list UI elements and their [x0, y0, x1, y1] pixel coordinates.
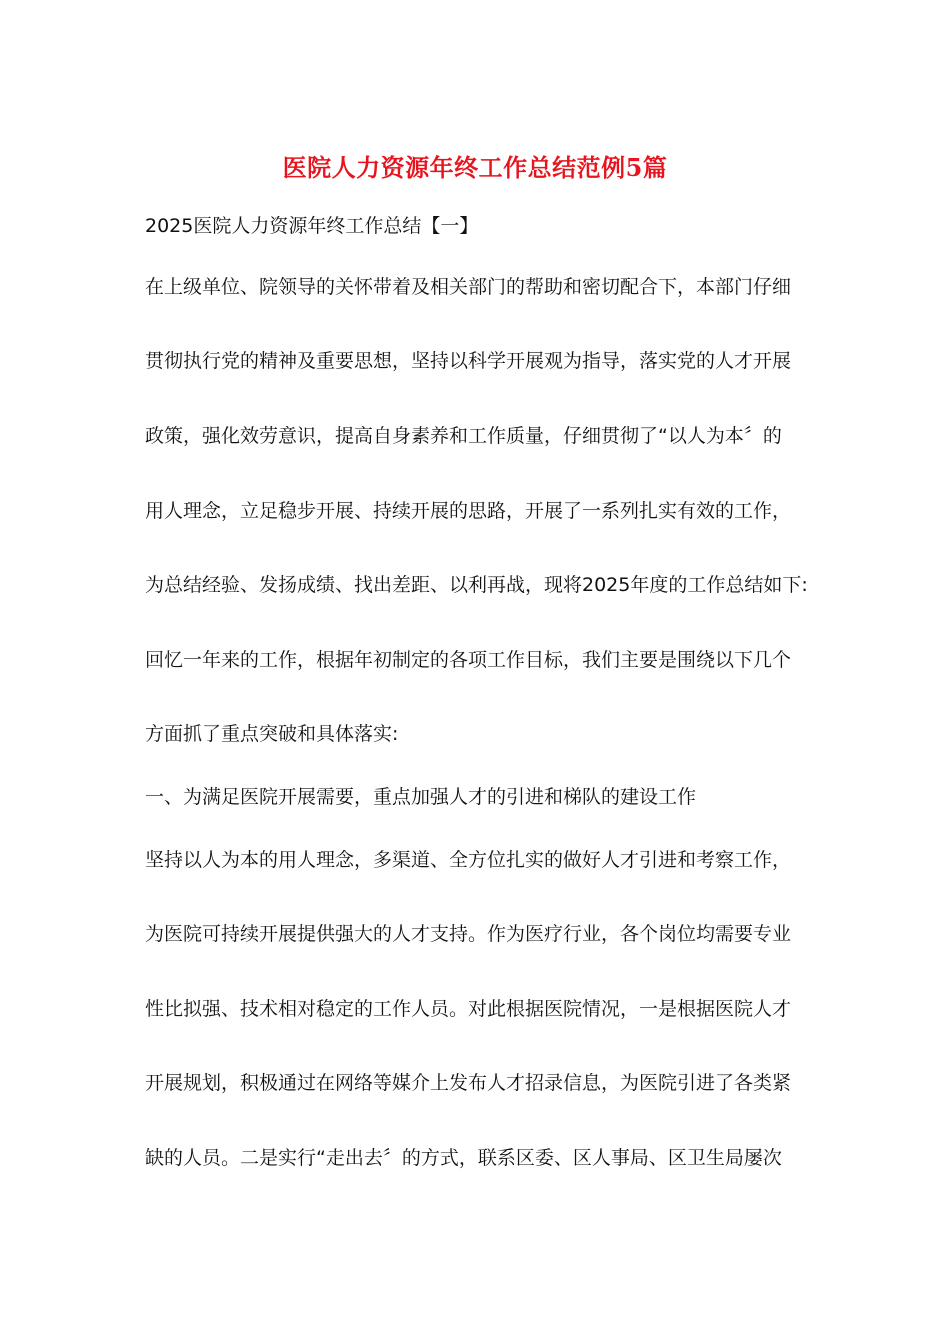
- section-heading: 2025医院人力资源年终工作总结【一】: [145, 215, 479, 237]
- body-line: 性比拟强、技术相对稳定的工作人员。对此根据医院情况，一是根据医院人才: [145, 998, 792, 1020]
- body-line: 方面抓了重点突破和具体落实:: [145, 723, 399, 745]
- body-line: 用人理念，立足稳步开展、持续开展的思路，开展了一系列扎实有效的工作，: [145, 500, 792, 522]
- body-line: 为医院可持续开展提供强大的人才支持。作为医疗行业，各个岗位均需要专业: [145, 923, 792, 945]
- body-line: 为总结经验、发扬成绩、找出差距、以利再战，现将2025年度的工作总结如下:: [145, 574, 808, 596]
- body-line: 回忆一年来的工作，根据年初制定的各项工作目标，我们主要是围绕以下几个: [145, 649, 792, 671]
- body-line: 政策，强化效劳意识，提高自身素养和工作质量，仔细贯彻了“以人为本〞的: [145, 425, 782, 447]
- body-line: 坚持以人为本的用人理念，多渠道、全方位扎实的做好人才引进和考察工作，: [145, 849, 792, 871]
- document-title: 医院人力资源年终工作总结范例5篇: [282, 153, 668, 182]
- body-line: 在上级单位、院领导的关怀带着及相关部门的帮助和密切配合下，本部门仔细: [145, 276, 792, 298]
- body-line: 贯彻执行党的精神及重要思想，坚持以科学开展观为指导，落实党的人才开展: [145, 350, 792, 372]
- section-heading: 一、为满足医院开展需要，重点加强人才的引进和梯队的建设工作: [145, 786, 697, 808]
- body-line: 缺的人员。二是实行“走出去〞的方式，联系区委、区人事局、区卫生局屡次: [145, 1147, 782, 1169]
- body-line: 开展规划，积极通过在网络等媒介上发布人才招录信息，为医院引进了各类紧: [145, 1072, 792, 1094]
